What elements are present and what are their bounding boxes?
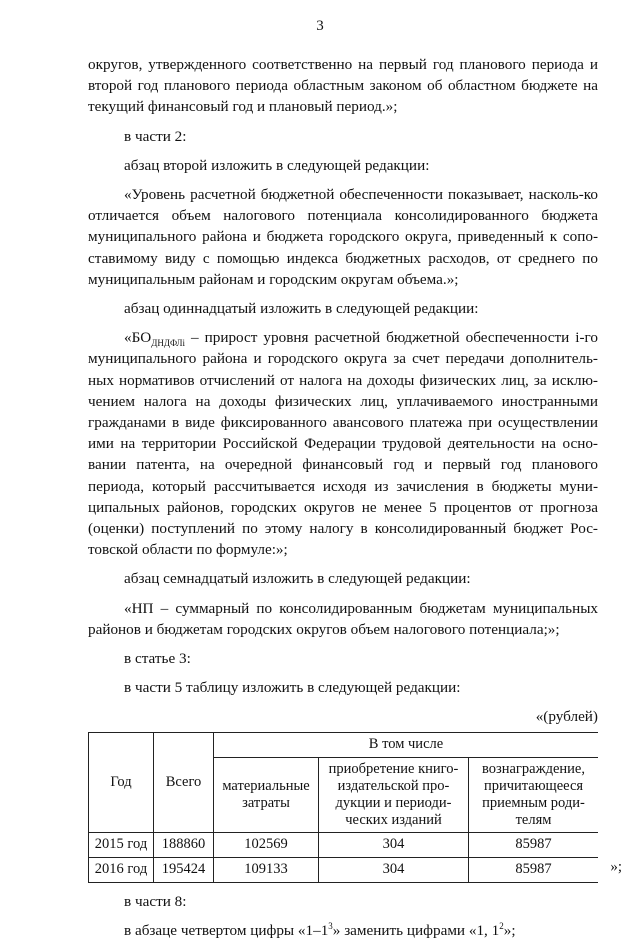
cell-total: 188860 [154, 832, 214, 857]
paragraph-3: абзац второй изложить в следующей редакции: [124, 156, 430, 174]
header-books: приобретение книго-издательской про-дукции и периоди-ческих изданий [319, 757, 469, 832]
table-row [89, 832, 599, 857]
paragraph-4: «Уровень расчетной бюджетной обеспеченности показывает, насколь-ко отличается объем налогового потенциала консолидированного бюджета муниципального района и бюджета городского округа, приведенный к сопо-ставимому виду с помощью индекса бюджетных расходов, от среднего по муниципальным районам и городским округам объема.»; [88, 186, 598, 288]
paragraph-9: в статье 3: [124, 650, 191, 668]
paragraph-2: в части 2: [124, 127, 187, 145]
header-reward: вознаграждение, причитающееся приемным роди-телям [469, 757, 599, 832]
cell-reward: 85987 [469, 832, 599, 857]
cell-year: 2015 год [89, 832, 154, 857]
formula-subscript: ДНДФЛi [151, 338, 186, 349]
paragraph-6-text: – прирост уровня расчетной бюджетной обеспеченности i-го муниципального района и городского округа за счет передачи дополнитель-ных нормативов отчислений от налога на доходы физических лиц, за исклю-чением налога на доходы физических лиц, уплачиваемого иностранными гражданами в виде фиксированного авансового платежа при осуществлении ими на территории Российской Федерации трудовой деятельности на осно-вании патента, на очередной финансовый год и первый год планового периода, который рассчитывается исходя из зачисления в бюджеты муни-ципальных районов, городских округов не менее 5 процентов от прогноза (оценки) поступлений по этому налогу в консолидированный бюджет Рос-товской области по формуле:»; [88, 329, 598, 559]
page-number: 3 [316, 18, 324, 34]
cell-year: 2016 год [89, 857, 154, 882]
paragraph-6 [88, 327, 598, 560]
formula-symbol: «БО [124, 329, 152, 347]
table-header-row [89, 732, 599, 757]
unit-label: «(рублей) [535, 708, 598, 726]
paragraph-12-part-a: в абзаце четвертом цифры «1–1 [124, 921, 329, 939]
header-total: Всего [154, 732, 214, 832]
table-closing-quote: »; [610, 859, 622, 876]
cell-materials: 102569 [214, 832, 319, 857]
table-row [89, 857, 599, 882]
header-including: В том числе [214, 732, 599, 757]
paragraph-8: «НП – суммарный по консолидированным бюджетам муниципальных районов и бюджетам городских округов объем налогового потенциала;»; [88, 599, 598, 638]
cell-reward: 85987 [469, 857, 599, 882]
paragraph-12 [88, 920, 598, 941]
header-year: Год [89, 732, 154, 832]
paragraph-5: абзац одиннадцатый изложить в следующей редакции: [124, 300, 479, 318]
budget-table-wrapper [88, 732, 622, 883]
cell-materials: 109133 [214, 857, 319, 882]
paragraph-1: округов, утвержденного соответственно на первый год планового периода и второй год планового периода областным законом об областном бюджете на текущий финансовый год и плановый период.»; [88, 56, 598, 116]
paragraph-7: абзац семнадцатый изложить в следующей редакции: [124, 570, 471, 588]
paragraph-12-part-b: » заменить цифрами «1, 1 [332, 921, 500, 939]
cell-total: 195424 [154, 857, 214, 882]
cell-books: 304 [319, 832, 469, 857]
superscript-2: 2 [499, 920, 504, 931]
paragraph-12-part-c: »; [503, 921, 516, 939]
cell-books: 304 [319, 857, 469, 882]
paragraph-11: в части 8: [124, 892, 187, 910]
budget-table [88, 732, 598, 883]
document-body [88, 54, 622, 941]
superscript-1: 3 [328, 920, 333, 931]
paragraph-10: в части 5 таблицу изложить в следующей редакции: [124, 679, 461, 697]
header-materials: материальные затраты [214, 757, 319, 832]
